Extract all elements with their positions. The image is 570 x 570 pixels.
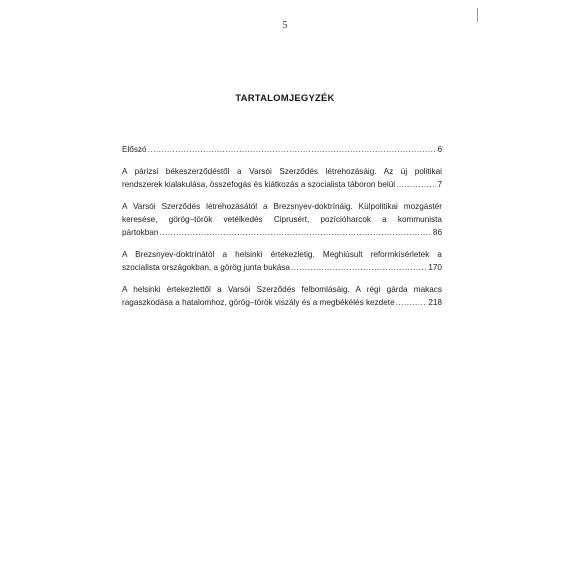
table-of-contents <box>122 143 442 318</box>
toc-entry-eloszo[interactable] <box>122 143 442 156</box>
toc-entry-text: keresése, görög–török vetélkedés Ciprusért, pozícióharcok a kommunista <box>122 215 442 224</box>
toc-leader-dots <box>291 261 427 274</box>
toc-entry-last-line <box>122 178 442 191</box>
toc-entry-brezsnyev-doktrina[interactable] <box>122 248 442 274</box>
toc-entry-last-line <box>122 143 442 156</box>
toc-entry-line <box>122 283 442 296</box>
toc-leader-dots <box>159 226 431 239</box>
toc-page-number: 170 <box>428 263 442 272</box>
toc-entry-text: szocialista országokban, a görög junta bukása <box>122 263 290 272</box>
toc-entry-text: Előszó <box>122 145 147 154</box>
toc-entry-parizsi-bekeszerzodes[interactable] <box>122 165 442 191</box>
toc-entry-text: A helsinki értekezlettől a Varsói Szerződés felbomlásáig. A régi gárda makacs <box>122 285 442 294</box>
toc-entry-varsoi-szerzodes[interactable] <box>122 200 442 239</box>
toc-page-number: 7 <box>437 180 442 189</box>
toc-entry-last-line <box>122 296 442 309</box>
toc-entry-last-line <box>122 226 442 239</box>
toc-entry-line <box>122 248 442 261</box>
toc-entry-text: pártokban <box>122 228 159 237</box>
toc-page-number: 86 <box>432 228 442 237</box>
toc-page-number: 6 <box>437 145 442 154</box>
toc-entry-text: A Varsói Szerződés létrehozásától a Brezsnyev-doktrínáig. Külpolitikai mozgástér <box>122 202 442 211</box>
toc-leader-dots <box>396 296 428 309</box>
toc-page-number: 218 <box>428 298 442 307</box>
toc-entry-last-line <box>122 261 442 274</box>
toc-entry-text: ragaszkodása a hatalomhoz, görög–török viszály és a megbékélés kezdete <box>122 298 395 307</box>
toc-entry-line <box>122 200 442 213</box>
page-number: 5 <box>282 20 288 31</box>
toc-entry-text: A párizsi békeszerződéstől a Varsói Szerződés létrehozásáig. Az új politikai <box>122 167 442 176</box>
toc-entry-text: rendszerek kialakulása, összefogás és kiátkozás a szocialista táboron belül <box>122 180 396 189</box>
toc-leader-dots <box>396 178 436 191</box>
toc-entry-line <box>122 165 442 178</box>
toc-entry-text: A Brezsnyev-doktrínától a helsinki értekezletig. Meghiúsult reformkísérletek a <box>122 250 442 259</box>
toc-entry-line <box>122 213 442 226</box>
toc-entry-helsinki-ertekezlet[interactable] <box>122 283 442 309</box>
toc-leader-dots <box>148 143 437 156</box>
toc-title: TARTALOMJEGYZÉK <box>235 93 335 104</box>
